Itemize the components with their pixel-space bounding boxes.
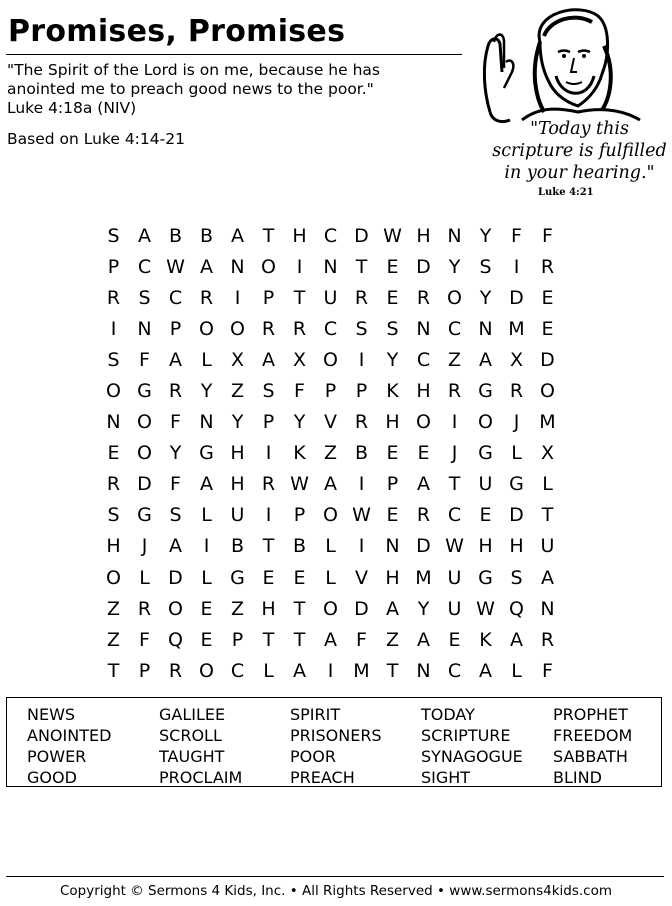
grid-letter: K [293, 442, 306, 465]
grid-letter: S [355, 317, 368, 340]
grid-letter: C [323, 224, 338, 247]
grid-letter: Y [200, 380, 213, 403]
grid-letter: Z [323, 442, 338, 465]
grid-letter: O [199, 317, 214, 340]
grid-letter: R [261, 473, 276, 496]
grid-letter: L [511, 659, 522, 682]
grid-letter: T [107, 659, 120, 682]
grid-letter: I [358, 348, 365, 371]
grid-letter: C [230, 659, 245, 682]
grid-letter: T [448, 473, 461, 496]
grid-letter: U [230, 504, 245, 527]
grid-letter: W [290, 473, 309, 496]
grid-letter: T [262, 224, 275, 247]
grid-letter: S [138, 286, 151, 309]
grid-letter: J [141, 535, 148, 558]
grid-letter: D [137, 473, 152, 496]
grid-letter: M [508, 317, 525, 340]
grid-letter: P [169, 317, 182, 340]
grid-letter: I [234, 286, 241, 309]
grid-letter: Q [509, 597, 524, 620]
grid-letter: H [385, 411, 400, 434]
grid-letter: E [386, 255, 399, 278]
grid-letter: O [540, 380, 555, 403]
grid-letter: H [106, 535, 121, 558]
grid-letter: P [262, 286, 275, 309]
grid-letter: U [478, 473, 493, 496]
grid-letter: W [383, 224, 402, 247]
grid-letter: Y [231, 411, 244, 434]
grid-letter: Y [293, 411, 306, 434]
grid-letter: R [354, 411, 369, 434]
grid-letter: R [416, 504, 431, 527]
grid-letter: R [540, 628, 555, 651]
grid-letter: O [261, 255, 276, 278]
grid-letter: W [476, 597, 495, 620]
grid-letter: O [323, 504, 338, 527]
grid-letter: E [200, 597, 213, 620]
grid-letter: A [386, 597, 399, 620]
word-list-item: PRISONERS [290, 726, 382, 745]
grid-letter: A [231, 224, 244, 247]
quote-line: "Today this [530, 119, 629, 139]
grid-letter: X [540, 442, 555, 465]
grid-letter: L [511, 442, 522, 465]
grid-letter: I [513, 255, 520, 278]
grid-letter: G [478, 442, 493, 465]
grid-letter: K [386, 380, 399, 403]
word-list-item: GALILEE [159, 705, 226, 724]
grid-letter: A [262, 348, 275, 371]
grid-letter: L [201, 348, 212, 371]
grid-letter: B [199, 224, 214, 247]
grid-letter: R [168, 380, 183, 403]
footer-copyright: Copyright © Sermons 4 Kids, Inc. • All Rights Reserved • www.sermons4kids.com [60, 883, 612, 899]
grid-letter: N [199, 411, 214, 434]
grid-letter: R [199, 286, 214, 309]
grid-letter: A [169, 348, 182, 371]
grid-letter: B [354, 442, 369, 465]
quote-line: scripture is fulfilled [492, 141, 667, 161]
grid-letter: B [230, 535, 245, 558]
grid-letter: D [354, 597, 369, 620]
page-title: Promises, Promises [8, 14, 346, 49]
grid-letter: X [230, 348, 245, 371]
grid-letter: E [386, 504, 399, 527]
grid-letter: O [137, 442, 152, 465]
grid-letter: Y [479, 286, 492, 309]
grid-letter: D [509, 286, 524, 309]
footer-divider [6, 876, 664, 877]
grid-letter: P [138, 659, 151, 682]
word-list-item: SIGHT [421, 768, 471, 787]
grid-letter: R [447, 380, 462, 403]
grid-letter: W [166, 255, 185, 278]
grid-letter: L [325, 535, 336, 558]
grid-letter: T [541, 504, 554, 527]
word-list-item: BLIND [553, 768, 602, 787]
grid-letter: S [386, 317, 399, 340]
grid-letter: G [230, 566, 245, 589]
grid-letter: T [262, 628, 275, 651]
grid-letter: Z [106, 628, 121, 651]
grid-letter: P [231, 628, 244, 651]
grid-letter: J [451, 442, 458, 465]
grid-letter: N [540, 597, 555, 620]
word-list-column [421, 704, 549, 788]
word-list-item: SPIRIT [290, 705, 341, 724]
grid-letter: O [168, 597, 183, 620]
grid-letter: F [170, 411, 181, 434]
grid-letter: S [107, 348, 120, 371]
grid-letter: F [542, 659, 553, 682]
grid-letter: C [137, 255, 152, 278]
word-search-grid [98, 220, 563, 686]
grid-letter: S [510, 566, 523, 589]
grid-letter: U [447, 566, 462, 589]
grid-letter: R [137, 597, 152, 620]
grid-letter: M [539, 411, 556, 434]
grid-letter: E [386, 442, 399, 465]
title-divider [6, 54, 462, 55]
grid-letter: E [541, 286, 554, 309]
grid-letter: H [416, 224, 431, 247]
grid-letter: G [199, 442, 214, 465]
word-list-item: SYNAGOGUE [421, 747, 523, 766]
grid-letter: G [478, 380, 493, 403]
grid-letter: V [324, 411, 337, 434]
word-list-column [159, 704, 287, 788]
grid-letter: O [106, 380, 121, 403]
grid-letter: Y [386, 348, 399, 371]
grid-letter: O [137, 411, 152, 434]
grid-letter: G [478, 566, 493, 589]
grid-letter: R [168, 659, 183, 682]
word-list-item: NEWS [27, 705, 76, 724]
grid-letter: A [479, 659, 492, 682]
grid-letter: F [139, 348, 150, 371]
grid-letter: E [417, 442, 430, 465]
grid-letter: W [352, 504, 371, 527]
grid-letter: E [293, 566, 306, 589]
illustration-quote [492, 118, 667, 184]
grid-letter: R [509, 380, 524, 403]
word-list-column [290, 704, 418, 788]
grid-row [98, 562, 563, 593]
grid-letter: A [200, 473, 213, 496]
grid-row [98, 624, 563, 655]
grid-letter: H [416, 380, 431, 403]
word-list-item: POWER [27, 747, 87, 766]
grid-letter: O [447, 286, 462, 309]
grid-letter: H [385, 566, 400, 589]
grid-row [98, 282, 563, 313]
grid-letter: N [137, 317, 152, 340]
grid-row [98, 375, 563, 406]
grid-letter: O [323, 597, 338, 620]
grid-letter: C [168, 286, 183, 309]
grid-letter: H [509, 535, 524, 558]
grid-letter: S [262, 380, 275, 403]
grid-letter: H [478, 535, 493, 558]
grid-letter: E [541, 317, 554, 340]
grid-letter: M [353, 659, 370, 682]
grid-letter: C [447, 317, 462, 340]
grid-row [98, 407, 563, 438]
grid-letter: R [416, 286, 431, 309]
word-list-item: POOR [290, 747, 336, 766]
grid-row [98, 593, 563, 624]
grid-letter: O [323, 348, 338, 371]
grid-letter: N [106, 411, 121, 434]
grid-letter: X [509, 348, 524, 371]
grid-letter: H [292, 224, 307, 247]
grid-letter: L [201, 504, 212, 527]
grid-letter: P [107, 255, 120, 278]
word-list-item: PROCLAIM [159, 768, 243, 787]
grid-letter: O [230, 317, 245, 340]
grid-letter: D [168, 566, 183, 589]
grid-letter: A [417, 628, 430, 651]
grid-letter: E [386, 286, 399, 309]
grid-letter: L [263, 659, 274, 682]
grid-letter: D [416, 255, 431, 278]
grid-letter: I [451, 411, 458, 434]
word-list-item: TAUGHT [159, 747, 225, 766]
word-list-item: SCRIPTURE [421, 726, 511, 745]
grid-letter: B [292, 535, 307, 558]
word-list-item: PREACH [290, 768, 355, 787]
grid-letter: D [416, 535, 431, 558]
grid-row [98, 251, 563, 282]
grid-letter: S [107, 504, 120, 527]
grid-letter: R [540, 255, 555, 278]
word-list-item: PROPHET [553, 705, 628, 724]
grid-letter: A [324, 473, 337, 496]
grid-letter: O [416, 411, 431, 434]
grid-letter: T [386, 659, 399, 682]
grid-letter: F [356, 628, 367, 651]
grid-letter: A [541, 566, 554, 589]
word-list-item: FREEDOM [553, 726, 633, 745]
based-on-reference: Based on Luke 4:14-21 [7, 130, 185, 148]
word-list-item: ANOINTED [27, 726, 112, 745]
grid-letter: E [448, 628, 461, 651]
grid-letter: S [169, 504, 182, 527]
grid-letter: G [137, 504, 152, 527]
grid-letter: A [200, 255, 213, 278]
grid-letter: T [355, 255, 368, 278]
grid-letter: R [106, 473, 121, 496]
word-list-item: SCROLL [159, 726, 222, 745]
grid-letter: N [447, 224, 462, 247]
grid-letter: A [417, 473, 430, 496]
grid-row [98, 344, 563, 375]
grid-letter: I [327, 659, 334, 682]
grid-letter: H [230, 473, 245, 496]
grid-letter: L [139, 566, 150, 589]
grid-letter: Y [479, 224, 492, 247]
grid-letter: J [513, 411, 520, 434]
grid-letter: D [509, 504, 524, 527]
grid-letter: D [354, 224, 369, 247]
grid-letter: L [201, 566, 212, 589]
grid-letter: M [415, 566, 432, 589]
grid-letter: I [296, 255, 303, 278]
grid-letter: C [323, 317, 338, 340]
grid-row [98, 313, 563, 344]
grid-row [98, 469, 563, 500]
grid-letter: F [511, 224, 522, 247]
grid-letter: A [293, 659, 306, 682]
word-list-column [553, 704, 672, 788]
grid-letter: G [509, 473, 524, 496]
grid-letter: S [107, 224, 120, 247]
grid-letter: F [170, 473, 181, 496]
grid-letter: E [479, 504, 492, 527]
grid-row [98, 531, 563, 562]
grid-row [98, 220, 563, 251]
grid-letter: O [478, 411, 493, 434]
grid-letter: U [540, 535, 555, 558]
grid-row [98, 500, 563, 531]
grid-letter: E [262, 566, 275, 589]
grid-letter: Q [168, 628, 183, 651]
grid-letter: N [323, 255, 338, 278]
word-list-box [6, 697, 662, 787]
grid-letter: A [324, 628, 337, 651]
grid-letter: R [106, 286, 121, 309]
word-list-item: TODAY [421, 705, 475, 724]
grid-letter: T [262, 535, 275, 558]
grid-letter: P [386, 473, 399, 496]
grid-letter: T [293, 597, 306, 620]
grid-letter: G [137, 380, 152, 403]
grid-letter: I [265, 442, 272, 465]
grid-letter: B [168, 224, 183, 247]
grid-letter: N [230, 255, 245, 278]
word-list-item: GOOD [27, 768, 77, 787]
grid-letter: U [323, 286, 338, 309]
grid-row [98, 655, 563, 686]
grid-letter: R [354, 286, 369, 309]
grid-letter: F [542, 224, 553, 247]
grid-letter: O [199, 659, 214, 682]
grid-letter: C [447, 659, 462, 682]
grid-letter: Y [417, 597, 430, 620]
grid-letter: A [169, 535, 182, 558]
grid-letter: V [355, 566, 368, 589]
grid-letter: R [292, 317, 307, 340]
grid-letter: I [358, 535, 365, 558]
grid-letter: P [324, 380, 337, 403]
verse-reference: Luke 4:18a (NIV) [7, 99, 137, 117]
grid-letter: I [265, 504, 272, 527]
grid-letter: A [479, 348, 492, 371]
grid-letter: T [293, 286, 306, 309]
grid-letter: U [447, 597, 462, 620]
grid-letter: X [292, 348, 307, 371]
quote-line: in your hearing." [504, 163, 655, 183]
grid-letter: T [293, 628, 306, 651]
verse-line: "The Spirit of the Lord is on me, because he has [7, 61, 380, 79]
grid-letter: Z [230, 380, 245, 403]
grid-letter: Y [169, 442, 182, 465]
grid-letter: R [261, 317, 276, 340]
grid-letter: H [261, 597, 276, 620]
grid-letter: N [478, 317, 493, 340]
grid-letter: K [479, 628, 492, 651]
grid-letter: C [447, 504, 462, 527]
grid-letter: N [416, 317, 431, 340]
grid-letter: Z [230, 597, 245, 620]
grid-letter: A [510, 628, 523, 651]
grid-letter: D [540, 348, 555, 371]
grid-letter: I [110, 317, 117, 340]
grid-letter: Z [106, 597, 121, 620]
grid-row [98, 438, 563, 469]
grid-letter: I [203, 535, 210, 558]
quote-reference: Luke 4:21 [538, 187, 594, 198]
grid-letter: Z [385, 628, 400, 651]
grid-letter: F [139, 628, 150, 651]
grid-letter: A [138, 224, 151, 247]
grid-letter: F [294, 380, 305, 403]
grid-letter: P [355, 380, 368, 403]
scripture-verse [7, 61, 467, 118]
grid-letter: L [325, 566, 336, 589]
grid-letter: S [479, 255, 492, 278]
grid-letter: N [385, 535, 400, 558]
grid-letter: Y [448, 255, 461, 278]
grid-letter: H [230, 442, 245, 465]
grid-letter: O [106, 566, 121, 589]
grid-letter: W [445, 535, 464, 558]
grid-letter: P [293, 504, 306, 527]
grid-letter: E [200, 628, 213, 651]
grid-letter: P [262, 411, 275, 434]
verse-line: anointed me to preach good news to the poor." [7, 80, 374, 98]
word-list-item: SABBATH [553, 747, 628, 766]
grid-letter: C [416, 348, 431, 371]
grid-letter: I [358, 473, 365, 496]
word-list-column [27, 704, 155, 788]
grid-letter: L [542, 473, 553, 496]
grid-letter: E [107, 442, 120, 465]
grid-letter: N [416, 659, 431, 682]
grid-letter: Z [447, 348, 462, 371]
